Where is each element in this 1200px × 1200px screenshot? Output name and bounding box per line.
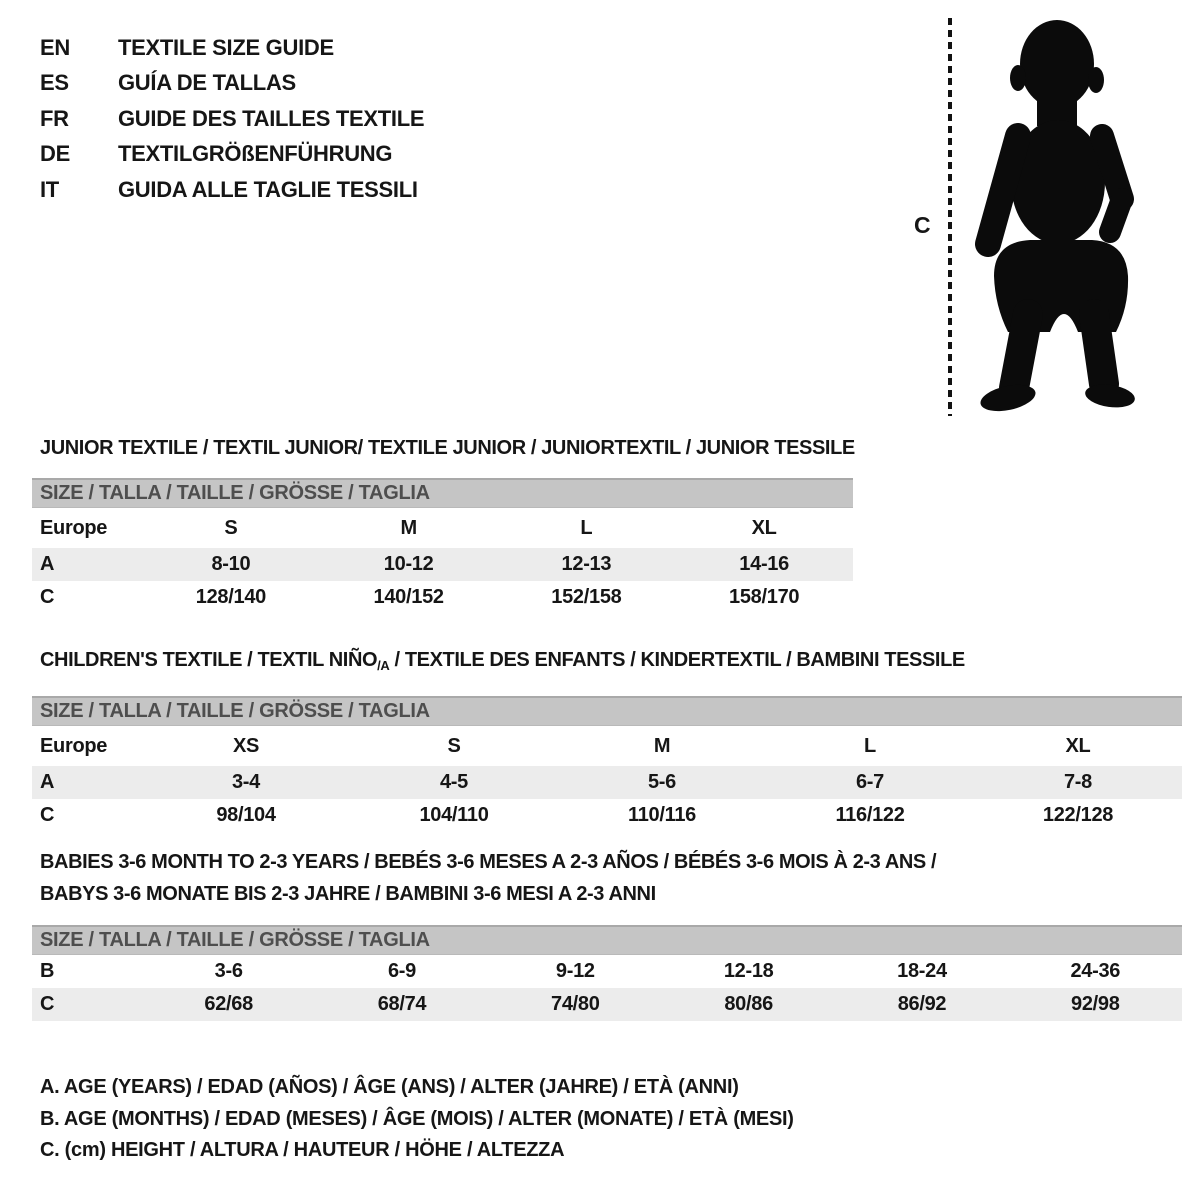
lang-code: FR <box>40 105 69 131</box>
legend-line-a: A. AGE (YEARS) / EDAD (AÑOS) / ÂGE (ANS) / ALTER (JAHRE) / ETÀ (ANNI) <box>40 1076 739 1098</box>
lang-code: IT <box>40 176 59 202</box>
row-label: C <box>40 586 55 608</box>
cell-value: 86/92 <box>897 993 947 1015</box>
legend-line-b: B. AGE (MONTHS) / EDAD (MESES) / ÂGE (MOIS) / ALTER (MONATE) / ETÀ (MESI) <box>40 1107 794 1130</box>
section-title-line1: BABIES 3-6 MONTH TO 2-3 YEARS / BEBÉS 3-6 MESES A 2-3 AÑOS / BÉBÉS 3-6 MOIS À 2-3 ANS / <box>40 851 937 873</box>
section-title <box>40 648 1182 678</box>
cell-value: 140/152 <box>373 586 444 608</box>
table-row-height <box>32 988 1182 1021</box>
lang-row-es <box>40 66 424 102</box>
cell-value: 68/74 <box>377 993 427 1015</box>
cell-value: 110/116 <box>628 804 696 826</box>
language-title-block <box>40 30 424 208</box>
row-label: C <box>40 993 55 1015</box>
table-row-height <box>32 799 1182 832</box>
column-header-cell: S <box>224 516 238 539</box>
row-label: B <box>40 960 55 982</box>
column-header-cell: M <box>400 516 417 539</box>
cell-value: 158/170 <box>729 586 800 608</box>
cell-value: 3-4 <box>231 771 260 793</box>
cell-value: 122/128 <box>1042 804 1114 826</box>
lang-row-en <box>40 30 424 66</box>
cell-value: 92/98 <box>1071 993 1120 1015</box>
section-title-part: / TEXTILE DES ENFANTS / KINDERTEXTIL / BAMBINI TESSILE <box>389 649 965 671</box>
cell-value: 12-18 <box>723 960 774 982</box>
row-label: A <box>40 771 55 793</box>
cell-value: 6-7 <box>855 771 884 793</box>
cell-value: 7-8 <box>1063 771 1092 793</box>
cell-value: 18-24 <box>897 960 947 982</box>
cell-value: 74/80 <box>551 993 600 1015</box>
size-header-bar <box>32 696 1182 726</box>
cell-value: 152/158 <box>551 586 622 608</box>
babies-textile-section <box>32 846 1182 1021</box>
lang-title: GUIDE DES TAILLES TEXTILE <box>118 105 425 131</box>
table-row-age-months <box>32 955 1182 988</box>
column-header-cell: L <box>864 734 876 757</box>
cell-value: 80/86 <box>724 993 773 1015</box>
table-row-height <box>32 581 853 614</box>
section-title-part: CHILDREN'S TEXTILE / TEXTIL NIÑO <box>40 649 378 671</box>
region-label: Europe <box>40 516 108 539</box>
column-header-cell: S <box>447 734 461 757</box>
table-column-header-row <box>32 726 1182 766</box>
lang-title: GUÍA DE TALLAS <box>118 70 296 96</box>
lang-code: ES <box>40 70 69 96</box>
cell-value: 3-6 <box>214 960 243 982</box>
legend-line-c: C. (cm) HEIGHT / ALTURA / HAUTEUR / HÖHE / ALTEZZA <box>40 1139 565 1161</box>
lang-title: TEXTILE SIZE GUIDE <box>118 34 334 60</box>
row-label: A <box>40 553 55 575</box>
measurement-legend <box>40 1072 794 1167</box>
column-header-cell: L <box>580 516 593 539</box>
lang-code: DE <box>40 141 70 167</box>
table-row-age <box>32 548 853 581</box>
cell-value: 116/122 <box>835 804 905 826</box>
cell-value: 62/68 <box>204 993 253 1015</box>
size-header-text: SIZE / TALLA / TAILLE / GRÖSSE / TAGLIA <box>40 482 430 504</box>
cell-value: 9-12 <box>555 960 595 982</box>
size-header-bar <box>32 925 1182 955</box>
cell-value: 6-9 <box>387 960 416 982</box>
cell-value: 10-12 <box>383 553 434 575</box>
size-header-text: SIZE / TALLA / TAILLE / GRÖSSE / TAGLIA <box>40 700 430 722</box>
table-row-age <box>32 766 1182 799</box>
column-header-cell: XL <box>751 516 777 539</box>
section-title-line2: BABYS 3-6 MONATE BIS 2-3 JAHRE / BAMBINI 3-6 MESI A 2-3 ANNI <box>40 883 656 905</box>
lang-row-fr <box>40 101 424 137</box>
cell-value: 12-13 <box>561 553 612 575</box>
cell-value: 104/110 <box>419 804 489 826</box>
cell-value: 24-36 <box>1070 960 1121 982</box>
cell-value: 14-16 <box>739 553 789 575</box>
cell-value: 5-6 <box>647 771 676 793</box>
table-column-header-row <box>32 508 853 548</box>
region-label: Europe <box>40 734 108 757</box>
lang-title: GUIDA ALLE TAGLIE TESSILI <box>118 176 418 202</box>
section-title: JUNIOR TEXTILE / TEXTIL JUNIOR/ TEXTILE JUNIOR / JUNIORTEXTIL / JUNIOR TESSILE <box>40 437 855 459</box>
cell-value: 8-10 <box>211 553 251 575</box>
lang-title: TEXTILGRÖßENFÜHRUNG <box>118 141 393 167</box>
column-header-cell: M <box>653 734 671 757</box>
lang-code: EN <box>40 34 70 60</box>
lang-row-de <box>40 137 424 173</box>
height-measure-label: C <box>914 212 931 238</box>
cell-value: 98/104 <box>216 804 276 826</box>
size-header-text: SIZE / TALLA / TAILLE / GRÖSSE / TAGLIA <box>40 929 430 951</box>
junior-textile-section <box>32 436 853 614</box>
childrens-textile-section <box>32 648 1182 832</box>
height-dashed-line <box>948 18 952 416</box>
column-header-cell: XL <box>1065 734 1091 757</box>
row-label: C <box>40 804 55 826</box>
lang-row-it <box>40 172 424 208</box>
cell-value: 128/140 <box>195 586 266 608</box>
cell-value: 4-5 <box>439 771 468 793</box>
section-title <box>40 846 1182 910</box>
column-header-cell: XS <box>232 734 260 757</box>
size-header-bar <box>32 478 853 508</box>
section-title-subscript: /A <box>377 658 390 673</box>
toddler-silhouette <box>964 14 1146 418</box>
